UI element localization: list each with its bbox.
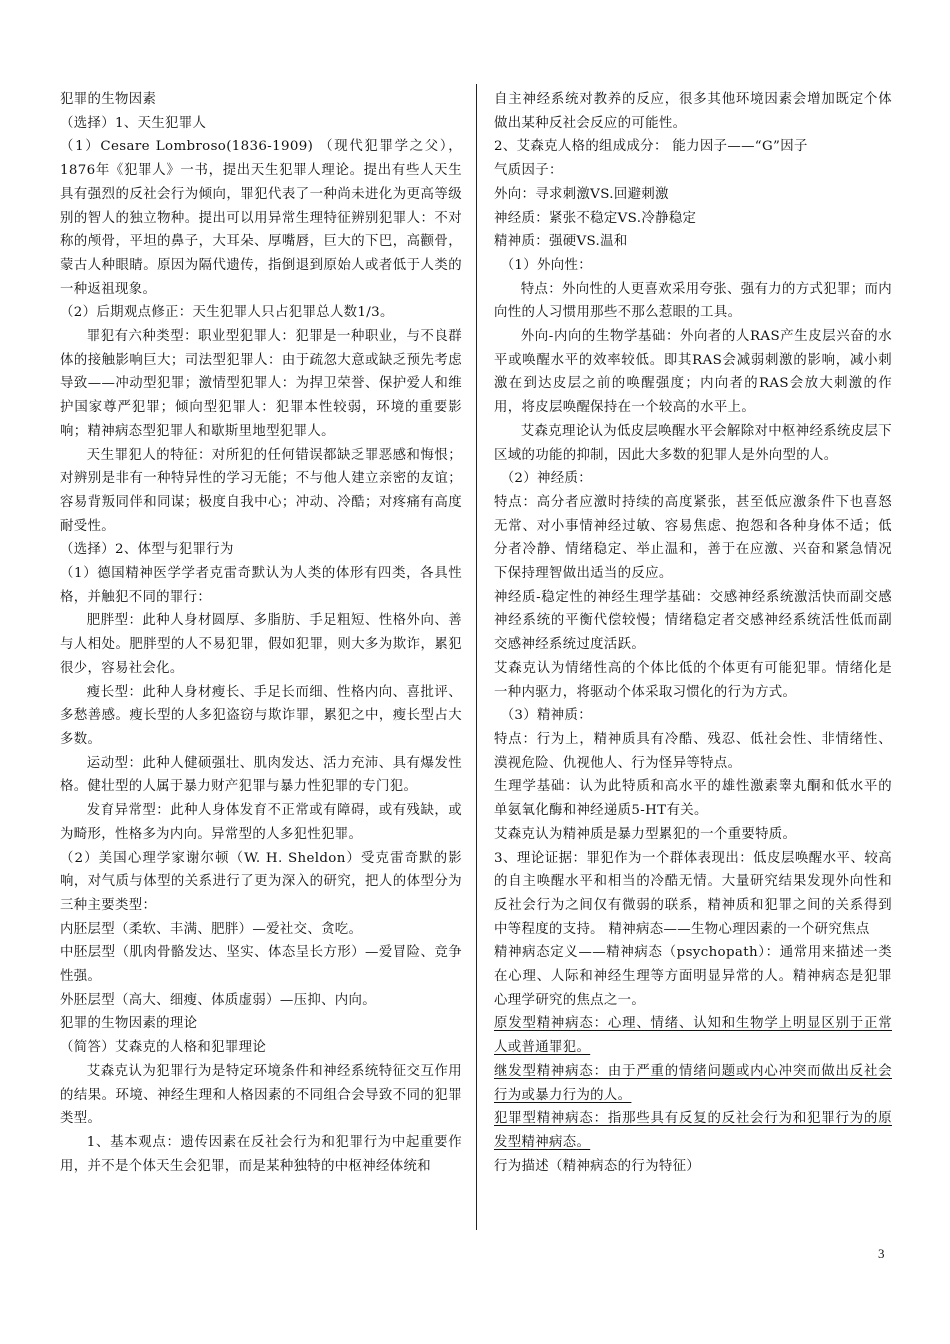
paragraph: 外向-内向的生物学基础：外向者的人RAS产生皮层兴奋的水平或唤醒水平的效率较低。即其RAS会减弱刺激的影响，减小刺激在到达皮层之前的唤醒强度；内向者的RAS会放大刺激的作用，将皮层唤醒保持在一个较高的水平上。 — [494, 329, 892, 416]
paragraph: 特点：行为上，精神质具有冷酷、残忍、低社会性、非情绪性、漠视危险、仇视他人、行为怪异等特点。 — [494, 731, 892, 771]
column-divider — [476, 84, 477, 1230]
paragraph: 继发型精神病态：由于严重的情绪问题或内心冲突而做出反社会行为或暴力行为的人。 — [494, 1063, 892, 1103]
paragraph: 自主神经系统对教养的反应，很多其他环境因素会增加既定个体做出某种反社会反应的可能性。 — [494, 92, 892, 131]
paragraph: 行为描述（精神病态的行为特征） — [494, 1158, 701, 1174]
paragraph: 2、艾森克人格的组成成分： 能力因子——“G”因子 — [494, 139, 808, 155]
paragraph: 艾森克理论认为低皮层唤醒水平会解除对中枢神经系统皮层下区域的功能的抑制，因此大多数的犯罪人是外向型的人。 — [494, 423, 892, 463]
paragraph: 中胚层型（肌肉骨骼发达、坚实、体态呈长方形）—爱冒险、竞争性强。 — [60, 945, 462, 985]
paragraph: 1、基本观点：遗传因素在反社会行为和犯罪行为中起重要作用，并不是个体天生会犯罪，而是某种独特的中枢神经体统和 — [60, 1134, 462, 1174]
paragraph: 肥胖型：此种人身材圆厚、多脂肪、手足粗短、性格外向、善与人相处。肥胖型的人不易犯罪，假如犯罪，则大多为欺诈，累犯很少，容易社会化。 — [60, 613, 462, 676]
right-column — [494, 88, 892, 1178]
paragraph: （选择）1、天生犯罪人 — [60, 115, 207, 131]
paragraph: 神经质：紧张不稳定VS.冷静稳定 — [494, 210, 697, 226]
paragraph: （2）后期观点修正：天生犯罪人只占犯罪总人数1/3。 — [60, 305, 394, 321]
paragraph: （2）美国心理学家谢尔顿（W. H. Sheldon）受克雷奇默的影响，对气质与体型的关系进行了更为深入的研究，把人的体型分为三种主要类型： — [60, 850, 462, 913]
paragraph: 精神病态定义——精神病态（psychopath）：通常用来描述一类在心理、人际和神经生理等方面明显异常的人。精神病态是犯罪心理学研究的焦点之一。 — [494, 945, 892, 1008]
page-number: 3 — [878, 1246, 885, 1261]
paragraph: 犯罪的生物因素的理论 — [60, 1016, 198, 1032]
paragraph: （简答）艾森克的人格和犯罪理论 — [60, 1040, 267, 1056]
paragraph: 犯罪的生物因素 — [60, 92, 157, 107]
paragraph: （1）Cesare Lombroso(1836-1909) （现代犯罪学之父），1876年《犯罪人》一书，提出天生犯罪人理论。提出有些人天生具有强烈的反社会行为倾向，罪犯代表了一种尚未进化为更高等级别的智人的独立物种。提出可以用异常生理特征辨别犯罪人：不对称的颅骨，平坦的鼻子，大耳朵、厚嘴唇，巨大的下巴，高颧骨，蒙古人种眼睛。原因为隔代遗传，指倒退到原始人或者低于人类的一种返祖现象。 — [60, 139, 462, 297]
paragraph: （3）精神质： — [500, 708, 593, 724]
paragraph: 犯罪型精神病态：指那些具有反复的反社会行为和犯罪行为的原发型精神病态。 — [494, 1111, 892, 1150]
paragraph: 运动型：此种人健硕强壮、肌肉发达、活力充沛、具有爆发性格。健壮型的人属于暴力财产犯罪与暴力性犯罪的专门犯。 — [60, 755, 462, 795]
paragraph: 内胚层型（柔软、丰满、肥胖）—爱社交、贪吃。 — [60, 921, 363, 937]
paragraph: 原发型精神病态：心理、情绪、认知和生物学上明显区别于正常人或普通罪犯。 — [494, 1016, 892, 1056]
paragraph: 天生罪犯人的特征：对所犯的任何错误都缺乏罪恶感和悔恨；对辨别是非有一种特异性的学习无能；不与他人建立亲密的友谊；容易背叛同伴和同谋；极度自我中心；冲动、冷酷；对疼痛有高度耐受性。 — [60, 447, 462, 534]
paragraph: （1）外向性： — [500, 257, 593, 273]
paragraph: 瘦长型：此种人身材瘦长、手足长而细、性格内向、喜批评、多愁善感。瘦长型的人多犯盗窃与欺诈罪，累犯之中，瘦长型占大多数。 — [60, 684, 462, 747]
left-column — [60, 88, 462, 1178]
paragraph: 精神质：强硬VS.温和 — [494, 234, 628, 250]
paragraph: 发育异常型：此种人身体发育不正常或有障碍，或有残缺，或为畸形，性格多为内向。异常型的人多犯性犯罪。 — [60, 803, 462, 842]
paragraph: 外向：寻求刺激VS.回避刺激 — [494, 186, 669, 202]
paragraph: 特点：高分者应激时持续的高度紧张，甚至低应激条件下也喜怒无常、对小事情神经过敏、容易焦虑、抱怨和各种身体不适；低分者冷静、情绪稳定、举止温和，善于在应激、兴奋和紧急情况下保持理智做出适当的反应。 — [494, 494, 892, 582]
paragraph: 气质因子： — [494, 163, 563, 179]
paragraph: 神经质-稳定性的神经生理学基础：交感神经系统激活快而副交感神经系统的平衡代偿较慢；情绪稳定者交感神经系统活性低而副交感神经系统过度活跃。 — [494, 589, 892, 653]
paragraph: 外胚层型（高大、细瘦、体质虚弱）—压抑、内向。 — [60, 992, 377, 1008]
paragraph: 3、理论证据：罪犯作为一个群体表现出：低皮层唤醒水平、较高的自主唤醒水平和相当的冷酷无情。大量研究结果发现外向性和反社会行为之间仅有微弱的联系，精神质和犯罪之间的关系得到中等程度的支持。 精神病态——生物心理因素的一个研究焦点 — [494, 850, 892, 937]
paragraph: （1）德国精神医学学者克雷奇默认为人类的体形有四类，各具性格，并触犯不同的罪行： — [60, 566, 462, 605]
paragraph: 特点：外向性的人更喜欢采用夸张、强有力的方式犯罪；而内向性的人习惯用那些不那么惹眼的工具。 — [494, 281, 892, 321]
paragraph: 生理学基础：认为此特质和高水平的雄性激素睾丸酮和低水平的单氨氧化酶和神经递质5-HT有关。 — [494, 779, 892, 819]
paragraph: （选择）2、体型与犯罪行为 — [60, 542, 234, 558]
paragraph: 艾森克认为精神质是暴力型累犯的一个重要特质。 — [494, 826, 797, 842]
paragraph: 艾森克认为犯罪行为是特定环境条件和神经系统特征交互作用的结果。环境、神经生理和人格因素的不同组合会导致不同的犯罪类型。 — [60, 1063, 462, 1127]
paragraph: 艾森克认为情绪性高的个体比低的个体更有可能犯罪。情绪化是一种内驱力，将驱动个体采取习惯化的行为方式。 — [494, 660, 892, 700]
paragraph: （2）神经质： — [500, 471, 593, 487]
paragraph: 罪犯有六种类型：职业型犯罪人：犯罪是一种职业，与不良群体的接触影响巨大；司法型犯罪人：由于疏忽大意或缺乏预先考虑导致——冲动型犯罪；激情型犯罪人：为捍卫荣誉、保护爱人和维护国家尊严犯罪；倾向型犯罪人：犯罪本性较弱，环境的重要影响；精神病态型犯罪人和歇斯里地型犯罪人。 — [60, 329, 462, 439]
